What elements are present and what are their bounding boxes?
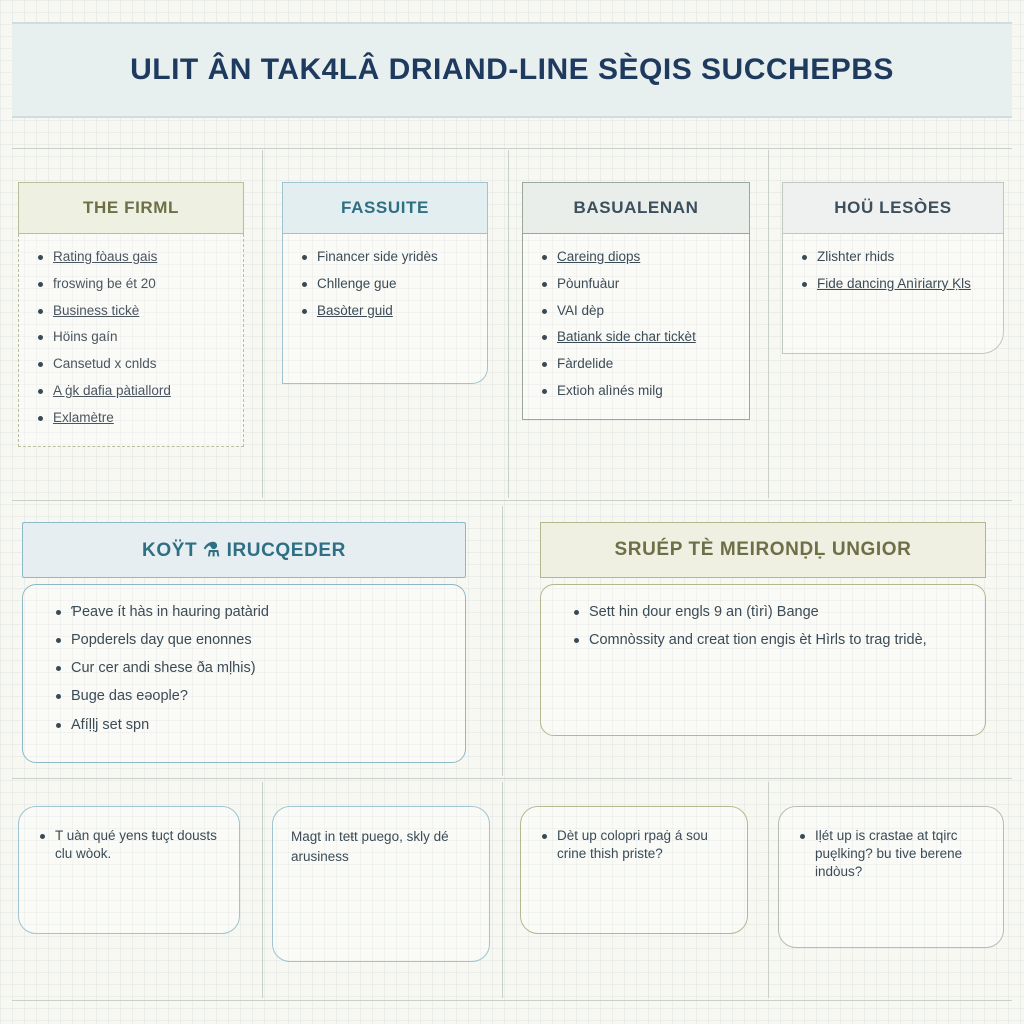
- divider-bottom: [12, 1000, 1012, 1001]
- list-item[interactable]: Comnòssity and creat tion engis èt Hìrls to trag tridè,: [571, 631, 955, 650]
- card-koyt-irucqeder[interactable]: [22, 522, 466, 763]
- list-item[interactable]: Business tickè: [35, 302, 227, 320]
- card-fassuite-list: [299, 248, 471, 319]
- list-item[interactable]: Höins gaín: [35, 328, 227, 346]
- column-divider-1: [262, 150, 263, 498]
- card-sruep-title: SRUÉP TÈ MEIRONḌḶ UNGIOR: [614, 539, 912, 560]
- note-card-4-list: [797, 827, 985, 880]
- list-item[interactable]: Zlishter rhids: [799, 248, 987, 266]
- column-divider-4: [502, 506, 503, 776]
- list-item[interactable]: Dèt up colopri rpaġ á sou crine thish priste?: [539, 827, 729, 863]
- list-item[interactable]: Extioh alìnés milg: [539, 382, 733, 400]
- list-item[interactable]: Financer side yridès: [299, 248, 471, 266]
- page-title: ULIT ÂN TAK4LÂ DRIAND-LINE SÈQIS SUCCHEPBS: [130, 53, 894, 86]
- page-title-banner: [12, 22, 1012, 118]
- list-item[interactable]: Fàrdelide: [539, 355, 733, 373]
- column-divider-3: [768, 150, 769, 498]
- card-basualenan-body: [522, 234, 750, 420]
- note-card-2-text: Magt in teŧt puego, skly dé arusiness: [291, 829, 449, 864]
- column-divider-6: [262, 782, 263, 998]
- note-card-4[interactable]: [778, 806, 1004, 948]
- list-item[interactable]: Ƥeave ít hàs in hauring patàrid: [53, 603, 435, 622]
- card-sruep-te-meirond-ungior[interactable]: [540, 522, 986, 736]
- card-the-firml-list: [35, 248, 227, 427]
- card-basualenan-title: BASUALENAN: [573, 198, 699, 217]
- card-fassuite-header: [282, 182, 488, 234]
- note-card-1-list: [37, 827, 221, 863]
- note-card-3[interactable]: [520, 806, 748, 934]
- card-hou-lesoes[interactable]: [782, 182, 1004, 354]
- card-the-firml-body: [18, 234, 244, 447]
- card-fassuite-body: [282, 234, 488, 384]
- card-the-firml-title: THE FIRML: [82, 198, 180, 217]
- list-item[interactable]: Batiank side char tickèt: [539, 328, 733, 346]
- card-basualenan[interactable]: [522, 182, 750, 420]
- list-item[interactable]: Chllenge gue: [299, 275, 471, 293]
- card-basualenan-list: [539, 248, 733, 400]
- list-item[interactable]: Careing diops: [539, 248, 733, 266]
- list-item[interactable]: Sett hin ḍour engls 9 an (tìrì) Bange: [571, 603, 955, 622]
- card-the-firml-header: [18, 182, 244, 234]
- column-divider-2: [508, 150, 509, 498]
- card-koyt-irucqeder-title: KOŸT ⚗ IRUCQEDER: [142, 539, 346, 561]
- list-item[interactable]: Pòunfuàur: [539, 275, 733, 293]
- list-item[interactable]: Iḷét up is crastae at tqirc puęlking? bu tive berene indòus?: [797, 827, 985, 880]
- card-hou-lesoes-list: [799, 248, 987, 293]
- column-divider-5: [502, 782, 503, 998]
- list-item[interactable]: Afíḷḷj set spn: [53, 716, 435, 735]
- list-item[interactable]: T uàn qué yens ŧuçt dousts clu wòok.: [37, 827, 221, 863]
- note-card-1[interactable]: [18, 806, 240, 934]
- card-basualenan-header: [522, 182, 750, 234]
- list-item[interactable]: Exlamètre: [35, 409, 227, 427]
- list-item[interactable]: Cansetud x cnlds: [35, 355, 227, 373]
- divider-mid-upper: [12, 500, 1012, 501]
- card-koyt-irucqeder-header: [22, 522, 466, 578]
- list-item[interactable]: Basòter guid: [299, 302, 471, 320]
- list-item[interactable]: VAI dèp: [539, 302, 733, 320]
- divider-mid-lower: [12, 778, 1012, 779]
- card-fassuite-title: FASSUITE: [341, 198, 429, 217]
- list-item[interactable]: Fide dancing Anìriarry Ḳls: [799, 275, 987, 293]
- card-sruep-body: [540, 584, 986, 736]
- card-the-firml[interactable]: [18, 182, 244, 447]
- column-divider-7: [768, 782, 769, 998]
- card-fassuite[interactable]: [282, 182, 488, 384]
- list-item[interactable]: Popderels day que enonnes: [53, 631, 435, 650]
- card-koyt-irucqeder-list: [53, 603, 435, 735]
- list-item[interactable]: Cur cer andi shese ða mḷhis): [53, 659, 435, 678]
- card-koyt-irucqeder-body: [22, 584, 466, 763]
- list-item[interactable]: froswing be ét 20: [35, 275, 227, 293]
- list-item[interactable]: A ġk dafia pàtiallord: [35, 382, 227, 400]
- divider-top: [12, 148, 1012, 149]
- card-sruep-list: [571, 603, 955, 650]
- card-hou-lesoes-header: [782, 182, 1004, 234]
- card-hou-lesoes-title: HOÜ LESÒES: [834, 198, 952, 217]
- card-hou-lesoes-body: [782, 234, 1004, 354]
- note-card-2[interactable]: [272, 806, 490, 962]
- card-sruep-header: [540, 522, 986, 578]
- list-item[interactable]: Buge das eǝople?: [53, 687, 435, 706]
- list-item[interactable]: Rating fòaus gais: [35, 248, 227, 266]
- note-card-3-list: [539, 827, 729, 863]
